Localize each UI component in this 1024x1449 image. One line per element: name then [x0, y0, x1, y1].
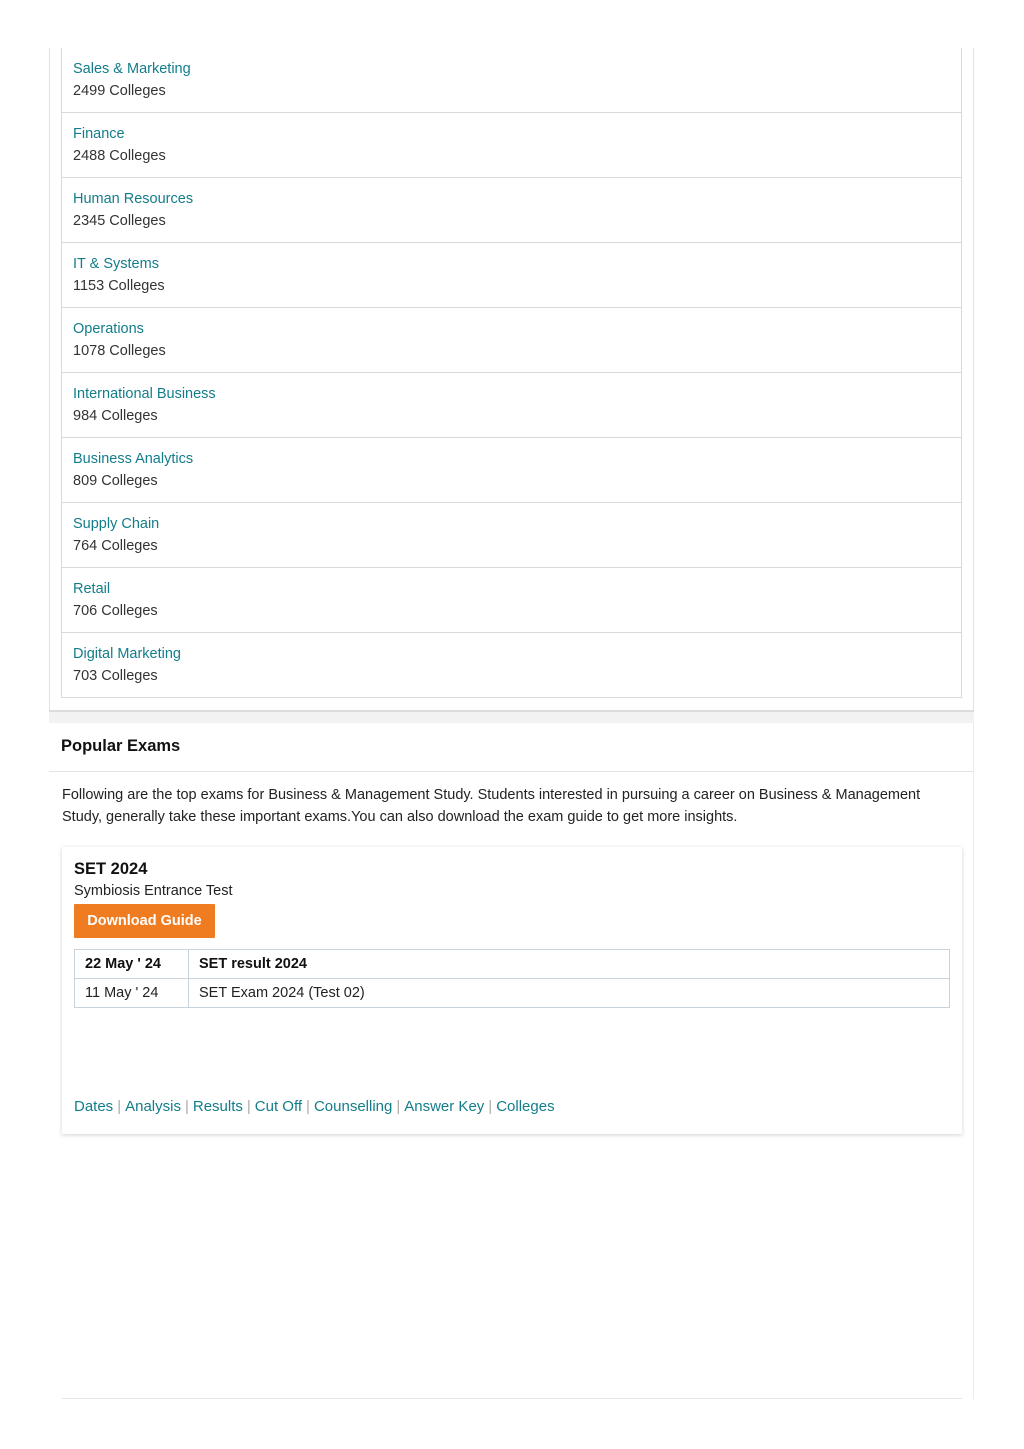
- exam-links-bar: [74, 1098, 555, 1115]
- link-answer-key[interactable]: Answer Key: [404, 1098, 485, 1115]
- specialization-link[interactable]: International Business: [73, 386, 216, 402]
- list-item: [62, 373, 961, 438]
- college-count: 706 Colleges: [73, 603, 158, 619]
- list-item: [62, 178, 961, 243]
- list-item: [62, 308, 961, 373]
- exam-card: [62, 847, 962, 1134]
- footer-divider: [62, 1398, 962, 1399]
- separator: |: [117, 1098, 122, 1115]
- separator: |: [306, 1098, 310, 1115]
- exam-subtitle: Symbiosis Entrance Test: [74, 883, 233, 899]
- separator: |: [488, 1098, 493, 1115]
- college-count: 1153 Colleges: [73, 278, 165, 294]
- link-colleges[interactable]: Colleges: [496, 1098, 555, 1115]
- list-item: [62, 633, 961, 698]
- link-cut-off[interactable]: Cut Off: [254, 1098, 303, 1115]
- college-count: 1078 Colleges: [73, 343, 166, 359]
- specialization-link[interactable]: Operations: [73, 321, 144, 337]
- exam-title: SET 2024: [74, 860, 148, 878]
- table-row: [75, 979, 950, 1008]
- college-count: 2488 Colleges: [73, 148, 166, 164]
- separator: |: [396, 1098, 401, 1115]
- specialization-link[interactable]: Supply Chain: [73, 516, 160, 532]
- list-item: [62, 113, 961, 178]
- exam-dates-table: [74, 949, 950, 1008]
- specialization-link[interactable]: Human Resources: [73, 191, 194, 207]
- section-description: Following are the top exams for Business & Management Study. Students interested in pursuing a career on Business & Management Study, generally take these important exams.You can also download the exam guide to get more insights.: [62, 787, 921, 825]
- list-item: [62, 568, 961, 633]
- specialization-link[interactable]: IT & Systems: [73, 256, 159, 272]
- link-results[interactable]: Results: [192, 1098, 243, 1115]
- event-name: SET Exam 2024 (Test 02): [189, 979, 950, 1008]
- event-date: 22 May ' 24: [75, 950, 189, 979]
- link-dates[interactable]: Dates: [74, 1098, 114, 1115]
- page-frame-edge: [973, 723, 974, 1399]
- college-count: 2499 Colleges: [73, 83, 166, 99]
- specialization-link[interactable]: Sales & Marketing: [73, 61, 191, 77]
- college-count: 809 Colleges: [73, 473, 158, 489]
- college-count: 2345 Colleges: [73, 213, 166, 229]
- specialization-link[interactable]: Finance: [73, 126, 125, 142]
- specialization-link[interactable]: Digital Marketing: [73, 646, 181, 662]
- college-count: 984 Colleges: [73, 408, 158, 424]
- list-item: [62, 438, 961, 503]
- popular-exams-header: [49, 723, 974, 772]
- event-date: 11 May ' 24: [75, 979, 189, 1008]
- section-title: Popular Exams: [61, 737, 181, 755]
- download-guide-button[interactable]: Download Guide: [74, 904, 215, 938]
- list-item: [62, 48, 961, 113]
- table-row: [75, 950, 950, 979]
- list-item: [62, 243, 961, 308]
- specialization-list: [61, 48, 962, 698]
- link-analysis[interactable]: Analysis: [125, 1098, 181, 1115]
- college-count: 764 Colleges: [73, 538, 158, 554]
- event-name: SET result 2024: [189, 950, 950, 979]
- list-item: [62, 503, 961, 568]
- separator: |: [246, 1098, 251, 1115]
- specialization-link[interactable]: Retail: [73, 581, 111, 597]
- specialization-link[interactable]: Business Analytics: [73, 451, 194, 467]
- separator: |: [184, 1098, 189, 1115]
- link-counselling[interactable]: Counselling: [313, 1098, 393, 1115]
- college-count: 703 Colleges: [73, 668, 158, 684]
- section-divider: [49, 710, 974, 723]
